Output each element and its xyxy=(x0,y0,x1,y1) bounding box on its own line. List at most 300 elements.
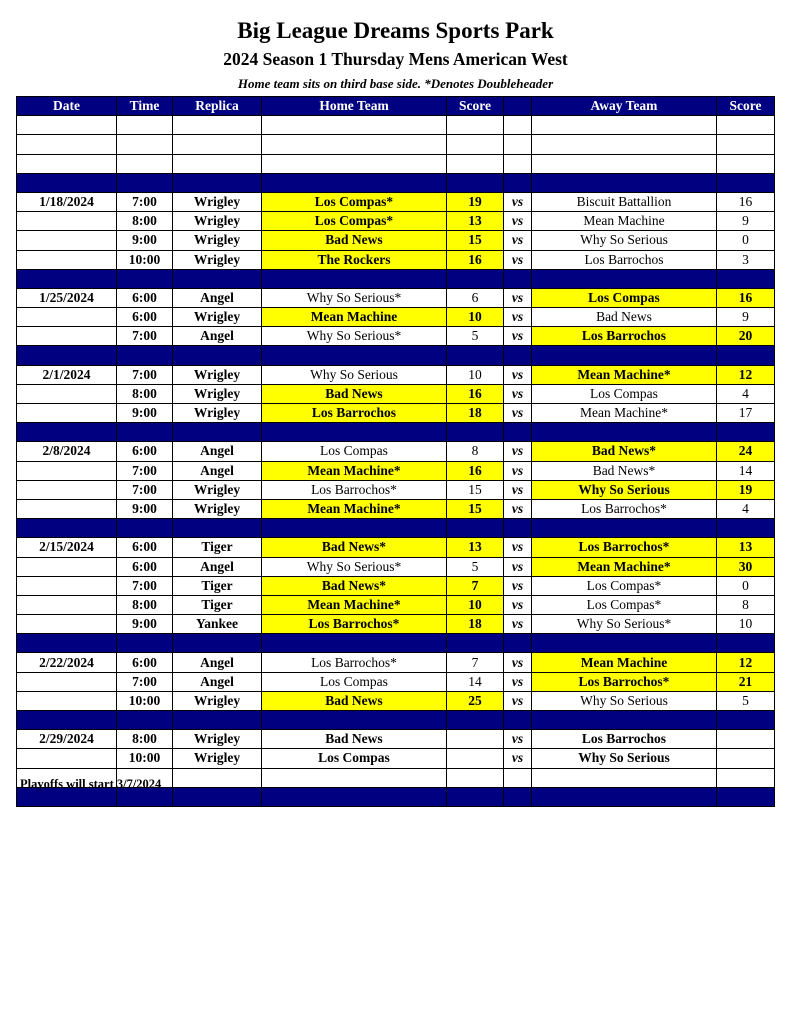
away-team-cell: Los Compas xyxy=(532,384,717,403)
game-row xyxy=(17,499,775,518)
game-row xyxy=(17,327,775,346)
home-team-cell: Bad News* xyxy=(262,538,447,557)
date-cell: 2/29/2024 xyxy=(17,730,117,749)
time-cell: 9:00 xyxy=(117,499,173,518)
replica-cell: Angel xyxy=(173,288,262,307)
separator-cell xyxy=(504,173,532,192)
separator-cell xyxy=(447,711,504,730)
empty-cell xyxy=(173,154,262,173)
vs-cell: vs xyxy=(504,192,532,211)
home-score-cell: 25 xyxy=(447,691,504,710)
away-score-cell: 0 xyxy=(717,231,775,250)
empty-cell xyxy=(717,768,775,787)
away-team-cell: Los Compas xyxy=(532,288,717,307)
time-cell: 7:00 xyxy=(117,365,173,384)
separator-cell xyxy=(17,423,117,442)
home-score-cell: 18 xyxy=(447,404,504,423)
game-row xyxy=(17,615,775,634)
game-row xyxy=(17,653,775,672)
time-cell: 6:00 xyxy=(117,288,173,307)
time-cell: 8:00 xyxy=(117,730,173,749)
header-row xyxy=(17,97,775,116)
home-score-cell: 5 xyxy=(447,557,504,576)
game-row xyxy=(17,480,775,499)
away-score-cell xyxy=(717,749,775,768)
separator-cell xyxy=(504,711,532,730)
separator-cell xyxy=(173,711,262,730)
home-team-cell: Los Barrochos* xyxy=(262,615,447,634)
empty-cell xyxy=(532,154,717,173)
home-team-cell: Bad News xyxy=(262,691,447,710)
replica-cell: Wrigley xyxy=(173,192,262,211)
home-team-cell: Why So Serious* xyxy=(262,327,447,346)
game-row xyxy=(17,212,775,231)
empty-row xyxy=(17,116,775,135)
separator-cell xyxy=(117,269,173,288)
game-row xyxy=(17,231,775,250)
date-cell xyxy=(17,691,117,710)
separator-cell xyxy=(532,634,717,653)
away-score-cell: 8 xyxy=(717,595,775,614)
separator-cell xyxy=(504,269,532,288)
separator-cell xyxy=(532,711,717,730)
replica-cell: Angel xyxy=(173,327,262,346)
col-header-away-team: Away Team xyxy=(532,97,717,116)
separator-cell xyxy=(173,346,262,365)
vs-cell: vs xyxy=(504,442,532,461)
schedule-body xyxy=(17,116,775,807)
home-team-cell: Bad News* xyxy=(262,576,447,595)
away-score-cell: 14 xyxy=(717,461,775,480)
time-cell: 10:00 xyxy=(117,749,173,768)
separator-cell xyxy=(504,519,532,538)
empty-cell xyxy=(262,768,447,787)
separator-cell xyxy=(173,634,262,653)
empty-cell xyxy=(173,135,262,154)
away-score-cell: 17 xyxy=(717,404,775,423)
date-cell xyxy=(17,557,117,576)
week-separator-row xyxy=(17,519,775,538)
home-team-cell: Bad News xyxy=(262,231,447,250)
game-row xyxy=(17,288,775,307)
replica-cell: Yankee xyxy=(173,615,262,634)
separator-cell xyxy=(262,269,447,288)
home-team-cell: Los Compas* xyxy=(262,212,447,231)
separator-cell xyxy=(262,519,447,538)
home-score-cell: 15 xyxy=(447,499,504,518)
date-cell xyxy=(17,404,117,423)
separator-cell xyxy=(447,346,504,365)
away-team-cell: Los Barrochos* xyxy=(532,538,717,557)
home-score-cell: 15 xyxy=(447,480,504,499)
vs-cell: vs xyxy=(504,595,532,614)
vs-cell: vs xyxy=(504,538,532,557)
separator-cell xyxy=(447,423,504,442)
home-team-cell: Los Barrochos* xyxy=(262,480,447,499)
separator-cell xyxy=(117,346,173,365)
home-team-cell: Why So Serious* xyxy=(262,557,447,576)
home-score-cell: 13 xyxy=(447,538,504,557)
home-score-cell: 6 xyxy=(447,288,504,307)
date-cell: 2/1/2024 xyxy=(17,365,117,384)
game-row xyxy=(17,192,775,211)
away-score-cell: 21 xyxy=(717,672,775,691)
separator-cell xyxy=(717,423,775,442)
separator-cell xyxy=(117,173,173,192)
empty-cell xyxy=(447,154,504,173)
separator-cell xyxy=(17,634,117,653)
home-score-cell: 15 xyxy=(447,231,504,250)
time-cell: 6:00 xyxy=(117,442,173,461)
replica-cell: Tiger xyxy=(173,576,262,595)
away-score-cell: 3 xyxy=(717,250,775,269)
home-score-cell: 16 xyxy=(447,250,504,269)
home-team-cell: Why So Serious xyxy=(262,365,447,384)
home-team-cell: Los Compas* xyxy=(262,192,447,211)
home-team-cell: Mean Machine* xyxy=(262,461,447,480)
separator-cell xyxy=(447,634,504,653)
vs-cell: vs xyxy=(504,749,532,768)
empty-cell xyxy=(17,135,117,154)
separator-cell xyxy=(504,634,532,653)
away-team-cell: Los Barrochos xyxy=(532,327,717,346)
separator-cell xyxy=(717,173,775,192)
date-cell xyxy=(17,672,117,691)
separator-cell xyxy=(532,269,717,288)
empty-cell xyxy=(504,768,532,787)
time-cell: 8:00 xyxy=(117,595,173,614)
empty-cell xyxy=(717,135,775,154)
away-score-cell xyxy=(717,730,775,749)
time-cell: 7:00 xyxy=(117,461,173,480)
away-team-cell: Los Compas* xyxy=(532,595,717,614)
time-cell: 10:00 xyxy=(117,250,173,269)
date-cell xyxy=(17,308,117,327)
away-score-cell: 9 xyxy=(717,308,775,327)
vs-cell: vs xyxy=(504,212,532,231)
empty-cell xyxy=(504,154,532,173)
separator-cell xyxy=(532,519,717,538)
time-cell: 7:00 xyxy=(117,576,173,595)
date-cell xyxy=(17,499,117,518)
separator-cell xyxy=(532,346,717,365)
away-team-cell: Los Compas* xyxy=(532,576,717,595)
game-row xyxy=(17,308,775,327)
empty-cell xyxy=(262,116,447,135)
empty-cell xyxy=(717,116,775,135)
empty-cell xyxy=(117,154,173,173)
away-team-cell: Why So Serious xyxy=(532,480,717,499)
game-row xyxy=(17,365,775,384)
away-team-cell: Why So Serious xyxy=(532,691,717,710)
vs-cell: vs xyxy=(504,231,532,250)
away-team-cell: Why So Serious xyxy=(532,231,717,250)
away-team-cell: Mean Machine* xyxy=(532,404,717,423)
separator-cell xyxy=(447,787,504,806)
time-cell: 10:00 xyxy=(117,691,173,710)
col-header-home-score: Score xyxy=(447,97,504,116)
home-score-cell: 19 xyxy=(447,192,504,211)
away-team-cell: Los Barrochos* xyxy=(532,672,717,691)
time-cell: 6:00 xyxy=(117,557,173,576)
away-team-cell: Bad News* xyxy=(532,442,717,461)
away-team-cell: Mean Machine* xyxy=(532,365,717,384)
home-score-cell: 18 xyxy=(447,615,504,634)
separator-cell xyxy=(717,711,775,730)
separator-cell xyxy=(17,173,117,192)
separator-cell xyxy=(447,173,504,192)
week-separator-row xyxy=(17,423,775,442)
time-cell: 6:00 xyxy=(117,538,173,557)
away-score-cell: 13 xyxy=(717,538,775,557)
separator-cell xyxy=(173,173,262,192)
game-row xyxy=(17,749,775,768)
time-cell: 7:00 xyxy=(117,672,173,691)
empty-cell xyxy=(504,116,532,135)
home-score-cell: 10 xyxy=(447,308,504,327)
date-cell xyxy=(17,327,117,346)
home-team-cell: Bad News xyxy=(262,730,447,749)
away-score-cell: 10 xyxy=(717,615,775,634)
separator-cell xyxy=(717,519,775,538)
replica-cell: Wrigley xyxy=(173,480,262,499)
game-row xyxy=(17,730,775,749)
separator-cell xyxy=(117,423,173,442)
date-cell xyxy=(17,615,117,634)
separator-cell xyxy=(262,423,447,442)
away-score-cell: 12 xyxy=(717,653,775,672)
empty-cell xyxy=(262,135,447,154)
separator-cell xyxy=(262,173,447,192)
date-cell xyxy=(17,231,117,250)
page-subtitle: 2024 Season 1 Thursday Mens American West xyxy=(223,49,568,69)
week-separator-row xyxy=(17,173,775,192)
date-cell xyxy=(17,384,117,403)
vs-cell: vs xyxy=(504,461,532,480)
game-row xyxy=(17,384,775,403)
col-header-time: Time xyxy=(117,97,173,116)
empty-cell xyxy=(173,116,262,135)
time-cell: 9:00 xyxy=(117,231,173,250)
schedule-note: Home team sits on third base side. *Denotes Doubleheader xyxy=(237,76,554,91)
home-score-cell: 10 xyxy=(447,595,504,614)
home-score-cell: 7 xyxy=(447,576,504,595)
empty-cell xyxy=(532,116,717,135)
time-cell: 7:00 xyxy=(117,192,173,211)
replica-cell: Angel xyxy=(173,461,262,480)
game-row xyxy=(17,404,775,423)
home-team-cell: Los Compas xyxy=(262,749,447,768)
replica-cell: Wrigley xyxy=(173,499,262,518)
empty-cell xyxy=(447,768,504,787)
vs-cell: vs xyxy=(504,557,532,576)
empty-cell xyxy=(447,116,504,135)
vs-cell: vs xyxy=(504,365,532,384)
game-row xyxy=(17,442,775,461)
date-cell: 2/22/2024 xyxy=(17,653,117,672)
time-cell: 7:00 xyxy=(117,327,173,346)
empty-cell xyxy=(173,768,262,787)
separator-cell xyxy=(262,346,447,365)
date-cell xyxy=(17,480,117,499)
col-header-date: Date xyxy=(17,97,117,116)
home-team-cell: Bad News xyxy=(262,384,447,403)
separator-cell xyxy=(717,634,775,653)
vs-cell: vs xyxy=(504,672,532,691)
separator-cell xyxy=(117,634,173,653)
time-cell: 9:00 xyxy=(117,404,173,423)
vs-cell: vs xyxy=(504,404,532,423)
separator-cell xyxy=(447,519,504,538)
replica-cell: Wrigley xyxy=(173,749,262,768)
away-team-cell: Why So Serious* xyxy=(532,615,717,634)
time-cell: 9:00 xyxy=(117,615,173,634)
home-score-cell: 10 xyxy=(447,365,504,384)
replica-cell: Tiger xyxy=(173,538,262,557)
home-team-cell: Los Compas xyxy=(262,672,447,691)
game-row xyxy=(17,461,775,480)
away-score-cell: 5 xyxy=(717,691,775,710)
replica-cell: Wrigley xyxy=(173,212,262,231)
separator-cell xyxy=(17,346,117,365)
away-score-cell: 9 xyxy=(717,212,775,231)
away-score-cell: 16 xyxy=(717,288,775,307)
away-team-cell: Los Barrochos* xyxy=(532,499,717,518)
away-team-cell: Los Barrochos xyxy=(532,250,717,269)
separator-cell xyxy=(117,519,173,538)
separator-cell xyxy=(173,787,262,806)
empty-cell xyxy=(532,135,717,154)
separator-cell xyxy=(717,346,775,365)
vs-cell: vs xyxy=(504,308,532,327)
home-team-cell: Mean Machine* xyxy=(262,499,447,518)
separator-cell xyxy=(532,787,717,806)
separator-cell xyxy=(173,519,262,538)
time-cell: 7:00 xyxy=(117,480,173,499)
home-team-cell: Los Barrochos xyxy=(262,404,447,423)
date-cell: 1/25/2024 xyxy=(17,288,117,307)
away-score-cell: 20 xyxy=(717,327,775,346)
home-score-cell: 8 xyxy=(447,442,504,461)
replica-cell: Angel xyxy=(173,442,262,461)
replica-cell: Wrigley xyxy=(173,691,262,710)
week-separator-row xyxy=(17,346,775,365)
game-row xyxy=(17,691,775,710)
date-cell xyxy=(17,212,117,231)
vs-cell: vs xyxy=(504,653,532,672)
date-cell: 2/15/2024 xyxy=(17,538,117,557)
separator-cell xyxy=(504,346,532,365)
separator-cell xyxy=(504,423,532,442)
separator-cell xyxy=(532,423,717,442)
away-score-cell: 0 xyxy=(717,576,775,595)
away-team-cell: Mean Machine* xyxy=(532,557,717,576)
home-team-cell: Mean Machine xyxy=(262,308,447,327)
vs-cell: vs xyxy=(504,288,532,307)
game-row xyxy=(17,576,775,595)
separator-cell xyxy=(262,634,447,653)
away-score-cell: 19 xyxy=(717,480,775,499)
date-cell xyxy=(17,595,117,614)
home-score-cell: 14 xyxy=(447,672,504,691)
away-team-cell: Mean Machine xyxy=(532,653,717,672)
home-team-cell: Los Compas xyxy=(262,442,447,461)
time-cell: 6:00 xyxy=(117,308,173,327)
replica-cell: Wrigley xyxy=(173,231,262,250)
away-score-cell: 16 xyxy=(717,192,775,211)
empty-cell xyxy=(262,154,447,173)
home-team-cell: Why So Serious* xyxy=(262,288,447,307)
separator-cell xyxy=(717,269,775,288)
home-score-cell xyxy=(447,749,504,768)
separator-cell xyxy=(447,269,504,288)
game-row xyxy=(17,538,775,557)
date-cell xyxy=(17,576,117,595)
empty-cell xyxy=(532,768,717,787)
empty-cell xyxy=(717,154,775,173)
vs-cell: vs xyxy=(504,499,532,518)
home-score-cell: 13 xyxy=(447,212,504,231)
away-team-cell: Bad News xyxy=(532,308,717,327)
replica-cell: Wrigley xyxy=(173,404,262,423)
replica-cell: Wrigley xyxy=(173,365,262,384)
home-team-cell: Mean Machine* xyxy=(262,595,447,614)
empty-row xyxy=(17,154,775,173)
empty-cell xyxy=(117,116,173,135)
replica-cell: Wrigley xyxy=(173,384,262,403)
col-header-vs xyxy=(504,97,532,116)
date-cell xyxy=(17,749,117,768)
replica-cell: Tiger xyxy=(173,595,262,614)
col-header-replica: Replica xyxy=(173,97,262,116)
away-score-cell: 24 xyxy=(717,442,775,461)
week-separator-row xyxy=(17,711,775,730)
separator-cell xyxy=(532,173,717,192)
empty-row xyxy=(17,135,775,154)
vs-cell: vs xyxy=(504,615,532,634)
date-cell xyxy=(17,250,117,269)
vs-cell: vs xyxy=(504,480,532,499)
game-row xyxy=(17,250,775,269)
replica-cell: Angel xyxy=(173,557,262,576)
separator-cell xyxy=(17,519,117,538)
separator-cell xyxy=(173,423,262,442)
replica-cell: Angel xyxy=(173,672,262,691)
game-row xyxy=(17,672,775,691)
home-score-cell: 5 xyxy=(447,327,504,346)
empty-cell xyxy=(447,135,504,154)
replica-cell: Wrigley xyxy=(173,730,262,749)
replica-cell: Angel xyxy=(173,653,262,672)
date-cell: 2/8/2024 xyxy=(17,442,117,461)
away-team-cell: Why So Serious xyxy=(532,749,717,768)
vs-cell: vs xyxy=(504,327,532,346)
replica-cell: Wrigley xyxy=(173,250,262,269)
away-score-cell: 30 xyxy=(717,557,775,576)
game-row xyxy=(17,557,775,576)
empty-cell xyxy=(17,116,117,135)
away-score-cell: 4 xyxy=(717,499,775,518)
home-score-cell: 16 xyxy=(447,384,504,403)
vs-cell: vs xyxy=(504,250,532,269)
playoffs-footer: Playoffs will start 3/7/2024 xyxy=(20,777,162,791)
schedule-table xyxy=(16,96,775,807)
home-team-cell: Los Barrochos* xyxy=(262,653,447,672)
separator-cell xyxy=(173,269,262,288)
empty-cell xyxy=(117,135,173,154)
separator-cell xyxy=(262,711,447,730)
empty-cell xyxy=(17,154,117,173)
